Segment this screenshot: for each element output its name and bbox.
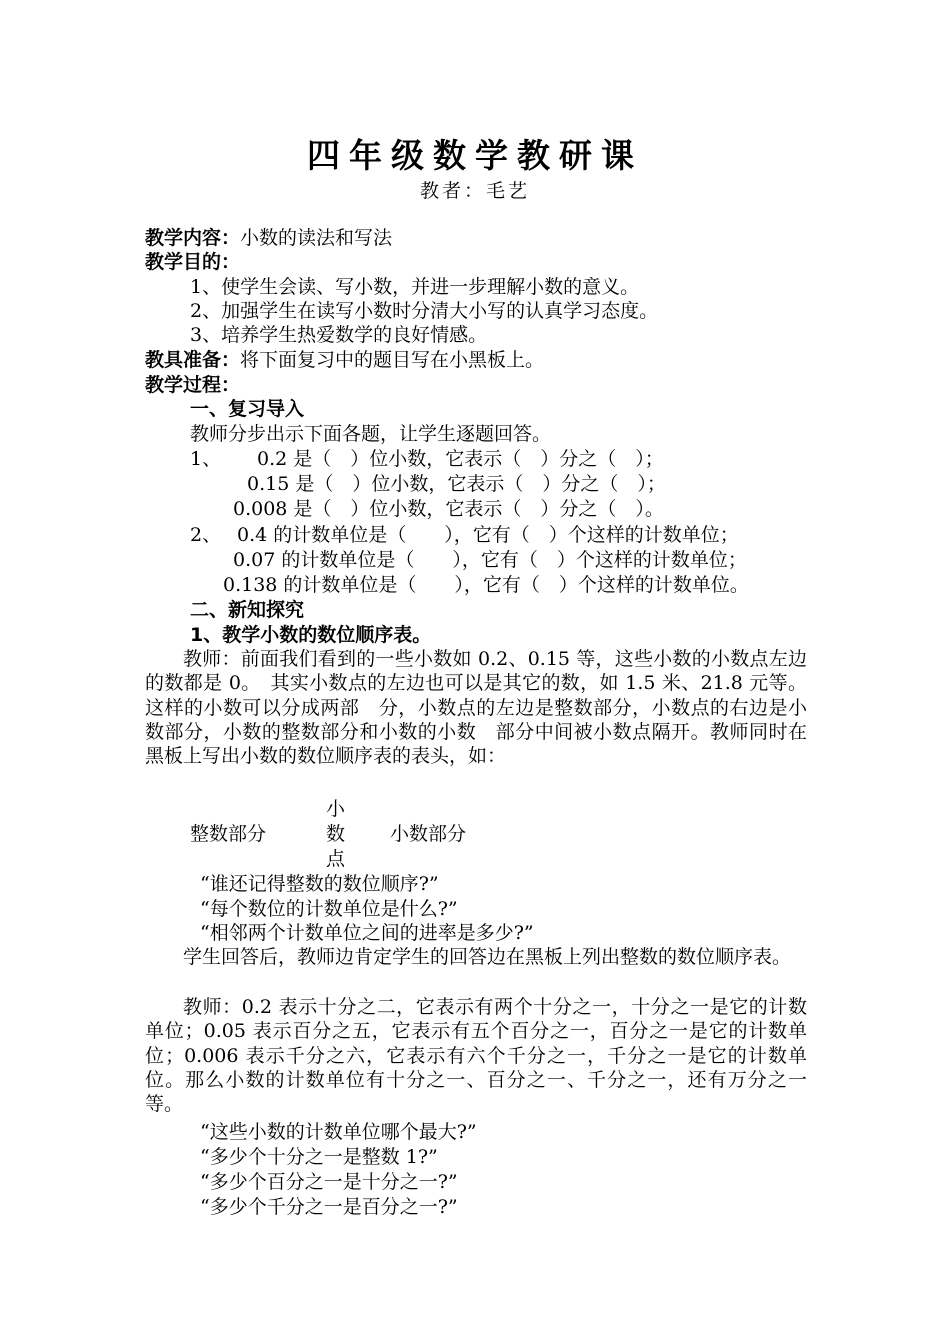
section-review: 一、复习导入 bbox=[190, 398, 305, 420]
review-intro: 教师分步出示下面各题，让学生逐题回答。 bbox=[190, 423, 552, 445]
paragraph-student-answer: 学生回答后，教师边肯定学生的回答边在黑板上列出整数的数位顺序表。 bbox=[183, 946, 792, 968]
question-4: “这些小数的计数单位哪个最大?” bbox=[200, 1121, 477, 1143]
subsection-place-value: 1、教学小数的数位顺序表。 bbox=[190, 624, 432, 646]
goal-item-2: 2、加强学生在读写小数时分清大小写的认真学习态度。 bbox=[190, 300, 659, 322]
question-5: “多少个十分之一是整数 1?” bbox=[200, 1146, 438, 1168]
prep-text: 将下面复习中的题目写在小黑板上。 bbox=[240, 349, 545, 371]
exercise-1-line-3: 0.008 是（ ）位小数，它表示（ ）分之（ ）。 bbox=[233, 498, 664, 520]
header-decimal-part: 小数部分 bbox=[390, 823, 467, 845]
exercise-1-line-1: 0.2 是（ ）位小数，它表示（ ）分之（ ）； bbox=[257, 448, 664, 470]
content-label: 教学内容： bbox=[145, 227, 241, 249]
paragraph-teacher-1: 教师：前面我们看到的一些小数如 0.2、0.15 等，这些小数的小数点左边的数都是 0。 其实小数点的左边也可以是其它的数，如 1.5 米、21.8 元等。这样的小数可以分成两部 分，小数点的左边是整数部分，小数点的右边是小数部分，小数的整数部分和小数的小数 部分中间被小数点隔开。教师同时在黑板上写出小数的数位顺序表的表头，如： bbox=[145, 648, 807, 768]
content-text: 小数的读法和写法 bbox=[240, 227, 393, 249]
question-2: “每个数位的计数单位是什么?” bbox=[200, 898, 458, 920]
question-3: “相邻两个计数单位之间的进率是多少?” bbox=[200, 922, 534, 944]
exercise-2-line-3: 0.138 的计数单位是（ ），它有（ ）个这样的计数单位。 bbox=[223, 574, 749, 596]
header-point-char-2: 数 bbox=[326, 823, 346, 845]
section-new-knowledge: 二、新知探究 bbox=[190, 599, 305, 621]
header-point-char-3: 点 bbox=[326, 848, 346, 870]
paragraph-teacher-2: 教师：0.2 表示十分之二，它表示有两个十分之一，十分之一是它的计数单位；0.05 表示百分之五，它表示有五个百分之一，百分之一是它的计数单位；0.006 表示千分之六，它表示有六个千分之一，千分之一是它的计数单位。那么小数的计数单位有十分之一、百分之一、千分之一，还有万分之一等。 bbox=[145, 996, 807, 1116]
exercise-2-line-2: 0.07 的计数单位是（ ），它有（ ）个这样的计数单位； bbox=[233, 549, 747, 571]
content-line bbox=[145, 226, 392, 250]
process-label: 教学过程： bbox=[145, 374, 241, 396]
exercise-1-number: 1、 bbox=[190, 448, 222, 470]
goal-item-3: 3、培养学生热爱数学的良好情感。 bbox=[190, 324, 488, 346]
prep-label: 教具准备： bbox=[145, 349, 241, 371]
goals-label: 教学目的： bbox=[145, 251, 241, 273]
author-line: 教者：毛艺 bbox=[419, 180, 530, 202]
prep-line bbox=[145, 348, 544, 372]
page-title: 四年级数学教研课 bbox=[307, 136, 643, 175]
header-point-char-1: 小 bbox=[326, 798, 346, 820]
exercise-2-line-1: 0.4 的计数单位是（ ），它有（ ）个这样的计数单位； bbox=[237, 524, 739, 546]
question-6: “多少个百分之一是十分之一?” bbox=[200, 1171, 458, 1193]
header-integer-part: 整数部分 bbox=[190, 823, 267, 845]
exercise-1-line-2: 0.15 是（ ）位小数，它表示（ ）分之（ ）； bbox=[247, 473, 666, 495]
question-1: “谁还记得整数的数位顺序?” bbox=[200, 873, 439, 895]
goal-item-1: 1、使学生会读、写小数，并进一步理解小数的意义。 bbox=[190, 276, 640, 298]
question-7: “多少个千分之一是百分之一?” bbox=[200, 1196, 458, 1218]
exercise-2-number: 2、 bbox=[190, 524, 222, 546]
